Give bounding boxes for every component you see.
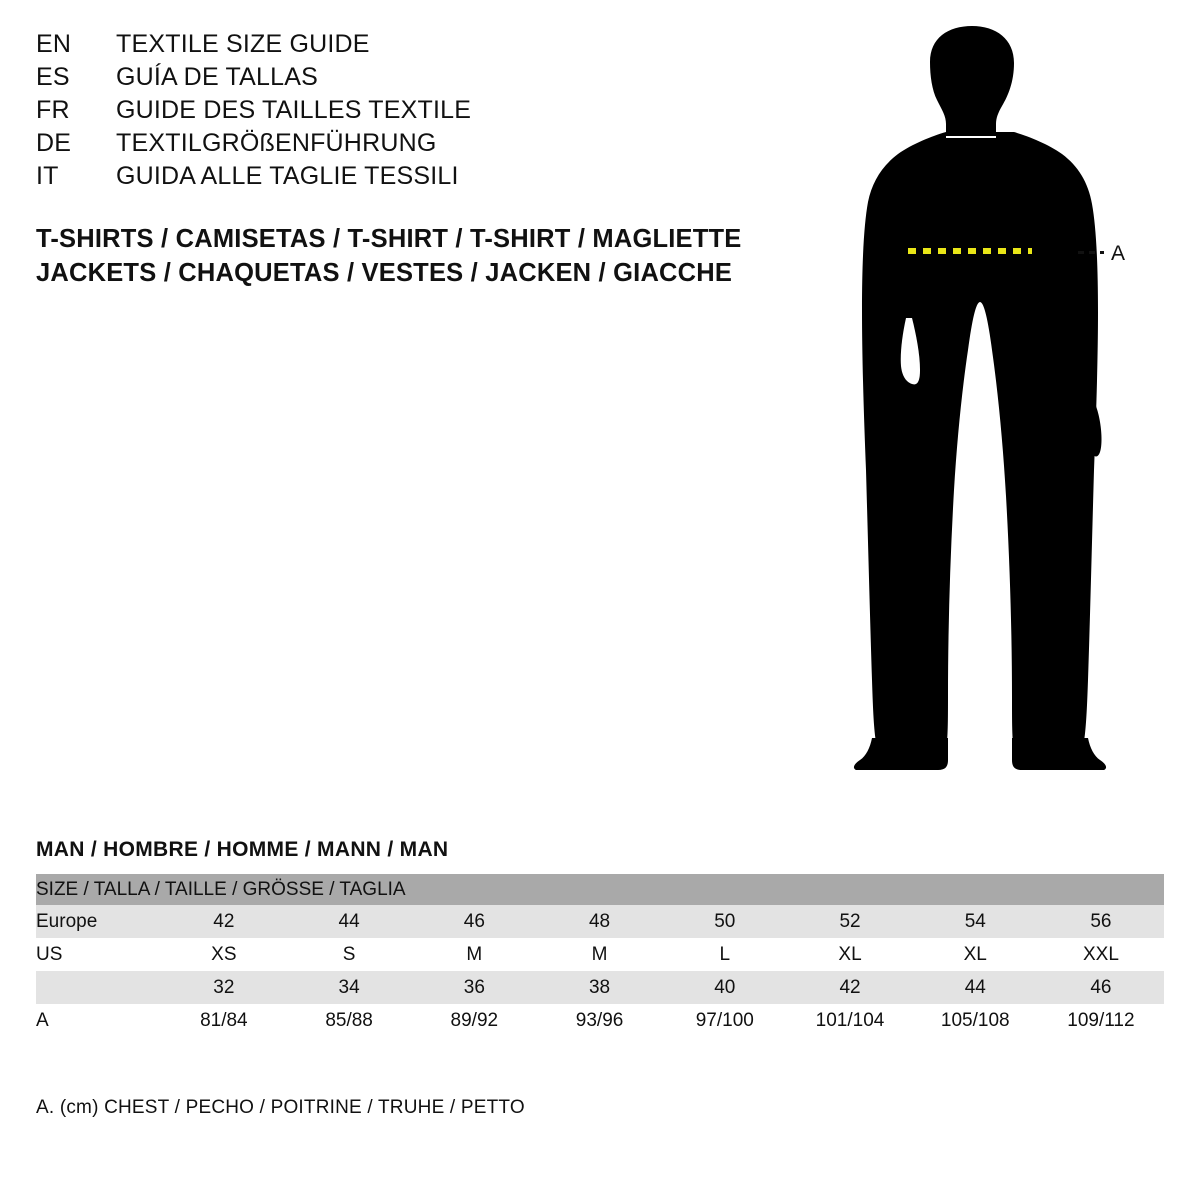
body-figure	[820, 20, 1180, 800]
cell-num-8: 46	[1038, 971, 1164, 1004]
cell-us-4: M	[537, 938, 662, 971]
language-code-fr: FR	[36, 96, 70, 124]
cell-a-5: 97/100	[662, 1004, 787, 1037]
table-header-row	[36, 874, 1164, 905]
cell-us-2: S	[286, 938, 411, 971]
language-code-de: DE	[36, 129, 72, 157]
cell-a-7: 105/108	[913, 1004, 1038, 1037]
row-label-europe: Europe	[36, 905, 161, 938]
language-code-es: ES	[36, 63, 70, 91]
cell-num-1: 32	[161, 971, 286, 1004]
table-row	[36, 971, 1164, 1004]
language-row-fr	[36, 96, 736, 129]
language-text-en: TEXTILE SIZE GUIDE	[116, 30, 370, 58]
footnote: A. (cm) CHEST / PECHO / POITRINE / TRUHE / PETTO	[36, 1097, 525, 1118]
cell-a-3: 89/92	[412, 1004, 537, 1037]
language-text-fr: GUIDE DES TAILLES TEXTILE	[116, 96, 472, 124]
category-list	[36, 222, 796, 290]
cell-europe-2: 44	[286, 905, 411, 938]
cell-num-2: 34	[286, 971, 411, 1004]
cell-europe-5: 50	[662, 905, 787, 938]
size-table-section	[36, 838, 1164, 1037]
cell-europe-3: 46	[412, 905, 537, 938]
category-line-tshirts: T-SHIRTS / CAMISETAS / T-SHIRT / T-SHIRT / MAGLIETTE	[36, 225, 742, 253]
language-row-it	[36, 162, 736, 195]
cell-num-5: 40	[662, 971, 787, 1004]
cell-num-4: 38	[537, 971, 662, 1004]
row-label-numeric	[36, 971, 161, 1004]
measure-leader-dashes	[1078, 251, 1104, 254]
cell-us-3: M	[412, 938, 537, 971]
language-code-it: IT	[36, 162, 59, 190]
cell-a-8: 109/112	[1038, 1004, 1164, 1037]
cell-a-6: 101/104	[787, 1004, 912, 1037]
table-row	[36, 905, 1164, 938]
cell-us-1: XS	[161, 938, 286, 971]
cell-europe-1: 42	[161, 905, 286, 938]
cell-us-8: XXL	[1038, 938, 1164, 971]
language-text-es: GUÍA DE TALLAS	[116, 63, 318, 91]
cell-a-4: 93/96	[537, 1004, 662, 1037]
cell-a-2: 85/88	[286, 1004, 411, 1037]
table-row	[36, 938, 1164, 971]
cell-a-1: 81/84	[161, 1004, 286, 1037]
language-row-de	[36, 129, 736, 162]
cell-num-7: 44	[913, 971, 1038, 1004]
category-line-jackets: JACKETS / CHAQUETAS / VESTES / JACKEN / GIACCHE	[36, 259, 733, 287]
cell-europe-8: 56	[1038, 905, 1164, 938]
row-label-us: US	[36, 938, 161, 971]
language-row-es	[36, 63, 736, 96]
language-code-en: EN	[36, 30, 72, 58]
cell-europe-6: 52	[787, 905, 912, 938]
cell-europe-7: 54	[913, 905, 1038, 938]
cell-num-3: 36	[412, 971, 537, 1004]
table-title: MAN / HOMBRE / HOMME / MANN / MAN	[36, 838, 449, 861]
size-table	[36, 874, 1164, 1037]
measure-label-a: A	[1111, 242, 1126, 265]
table-header-label: SIZE / TALLA / TAILLE / GRÖSSE / TAGLIA	[36, 874, 1164, 905]
language-text-de: TEXTILGRÖßENFÜHRUNG	[116, 129, 437, 157]
cell-num-6: 42	[787, 971, 912, 1004]
language-text-it: GUIDA ALLE TAGLIE TESSILI	[116, 162, 459, 190]
table-row	[36, 1004, 1164, 1037]
cell-us-6: XL	[787, 938, 912, 971]
male-silhouette-icon	[820, 20, 1180, 800]
row-label-a: A	[36, 1004, 161, 1037]
cell-us-7: XL	[913, 938, 1038, 971]
cell-europe-4: 48	[537, 905, 662, 938]
cell-us-5: L	[662, 938, 787, 971]
language-row-en	[36, 30, 736, 63]
language-list	[36, 30, 736, 195]
